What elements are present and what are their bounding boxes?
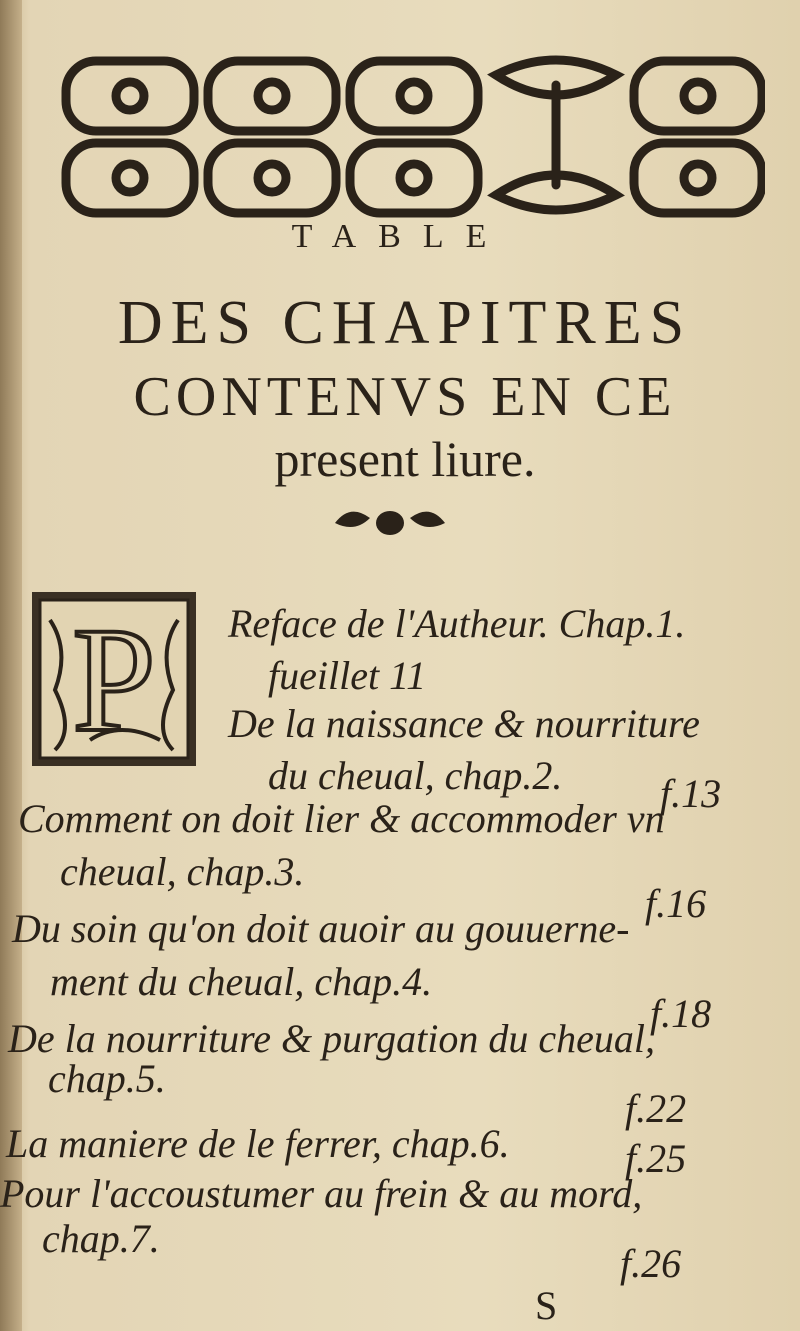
entry-chap2: De la naissance & nourriture <box>228 701 700 746</box>
entry-preface-folio: fueillet 11 <box>268 653 427 698</box>
entry-chap5-cont: chap.5. <box>48 1056 166 1101</box>
ornament-tile <box>350 61 478 213</box>
entry-chap5-folio: f.22 <box>625 1086 687 1131</box>
entry-chap4: Du soin qu'on doit auoir au gouuerne- <box>12 906 630 951</box>
fleuron-ornament <box>325 498 455 548</box>
heading-line-3: present liure. <box>274 431 536 487</box>
entry-chap7-cont: chap.7. <box>42 1216 160 1261</box>
ornament-tile <box>66 61 194 213</box>
signature-mark: S <box>535 1283 558 1328</box>
entry-chap5: De la nourriture & purgation du cheual, <box>8 1016 655 1061</box>
decorated-initial <box>30 590 198 768</box>
entry-chap4-cont: ment du cheual, chap.4. <box>50 959 433 1004</box>
heading-line-2: CONTENVS EN CE <box>133 366 677 428</box>
entry-chap3-folio: f.16 <box>645 881 707 926</box>
heading-table: TABLE <box>291 218 509 255</box>
ornamental-headpiece <box>60 55 765 220</box>
ornament-tile <box>634 61 762 213</box>
entry-chap7: Pour l'accoustumer au frein & au mord, <box>0 1171 643 1216</box>
entry-chap6-folio: f.25 <box>625 1136 687 1181</box>
entry-chap4-folio: f.18 <box>650 991 712 1036</box>
entry-chap3: Comment on doit lier & accommoder vn <box>18 796 665 841</box>
entry-preface: Reface de l'Autheur. Chap.1. <box>228 601 686 646</box>
entry-chap2-folio: f.13 <box>660 771 722 816</box>
ornament-tile <box>208 61 336 213</box>
initial-letter: P <box>72 597 156 763</box>
ornament-tile <box>496 60 616 210</box>
entry-chap6: La maniere de le ferrer, chap.6. <box>6 1121 510 1166</box>
heading-line-1: DES CHAPITRES <box>117 289 693 357</box>
entry-chap3-cont: cheual, chap.3. <box>60 849 305 894</box>
entry-chap7-folio: f.26 <box>620 1241 682 1286</box>
entry-chap2-cont: du cheual, chap.2. <box>268 753 563 798</box>
